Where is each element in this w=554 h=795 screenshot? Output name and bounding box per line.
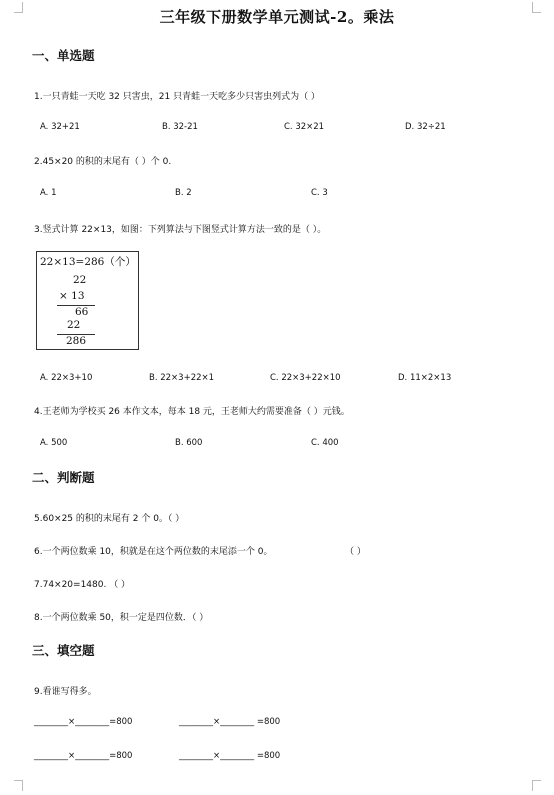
question-4-option-b[interactable]: B. 600 xyxy=(175,438,203,448)
question-4-option-a[interactable]: A. 500 xyxy=(40,438,68,448)
question-2-text: 2.45×20 的积的末尾有（ ）个 0. xyxy=(34,157,172,167)
figure-multiplier: × 13 xyxy=(59,290,85,302)
question-3-option-c[interactable]: C. 22×3+22×10 xyxy=(270,373,341,383)
question-9-blank-2[interactable]: ________×________ =800 xyxy=(179,717,281,727)
question-4-text: 4.王老师为学校买 26 本作文本，每本 18 元，王老师大约需要准备（ ）元钱。 xyxy=(34,407,350,417)
question-3-text: 3.竖式计算 22×13，如图：下列算法与下图竖式计算方法一致的是（ ）。 xyxy=(34,225,327,235)
question-2-option-a[interactable]: A. 1 xyxy=(40,188,57,198)
question-8-text: 8.一个两位数乘 50，积一定是四位数．（ ） xyxy=(34,613,209,623)
question-6-answer-paren[interactable]: （ ） xyxy=(345,547,366,557)
question-3-option-a[interactable]: A. 22×3+10 xyxy=(40,373,93,383)
question-1-option-a[interactable]: A. 32+21 xyxy=(40,122,80,132)
question-4-option-c[interactable]: C. 400 xyxy=(311,438,339,448)
figure-header: 22×13=286（个） xyxy=(40,256,136,268)
page-corner-mark-bottom-left xyxy=(14,780,23,791)
question-3-option-d[interactable]: D. 11×2×13 xyxy=(398,373,452,383)
question-6-text: 6.一个两位数乘 10，积就是在这个两位数的末尾添一个 0。 xyxy=(34,547,273,557)
section-heading-single-choice: 一、单选题 xyxy=(32,48,95,63)
question-9-blank-1[interactable]: ________×________=800 xyxy=(34,717,133,727)
question-3-option-b[interactable]: B. 22×3+22×1 xyxy=(149,373,215,383)
question-5-text: 5.60×25 的积的末尾有 2 个 0。（ ） xyxy=(34,514,185,524)
question-1-option-b[interactable]: B. 32-21 xyxy=(162,122,198,132)
question-7-text: 7.74×20=1480. （ ） xyxy=(34,580,131,590)
question-9-blank-3[interactable]: ________×________=800 xyxy=(34,751,133,761)
question-1-option-d[interactable]: D. 32÷21 xyxy=(405,122,446,132)
figure-partial-product-2: 22 xyxy=(67,319,81,331)
question-9-blank-4[interactable]: ________×________ =800 xyxy=(179,751,281,761)
section-heading-true-false: 二、判断题 xyxy=(32,470,95,485)
page-corner-mark-bottom-right xyxy=(532,780,541,791)
figure-partial-product-1: 66 xyxy=(75,306,89,318)
figure-multiplicand: 22 xyxy=(73,274,87,286)
question-1-text: 1.一只青蛙一天吃 32 只害虫，21 只青蛙一天吃多少只害虫列式为（ ） xyxy=(34,92,320,102)
question-2-option-c[interactable]: C. 3 xyxy=(311,188,328,198)
vertical-multiplication-figure xyxy=(36,251,139,350)
section-heading-fill-in: 三、填空题 xyxy=(32,643,95,658)
question-9-text: 9.看谁写得多。 xyxy=(34,687,97,697)
figure-product: 286 xyxy=(66,335,87,347)
question-1-option-c[interactable]: C. 32×21 xyxy=(284,122,325,132)
page-title: 三年级下册数学单元测试-2。乘法 xyxy=(159,8,395,26)
question-2-option-b[interactable]: B. 2 xyxy=(175,188,192,198)
